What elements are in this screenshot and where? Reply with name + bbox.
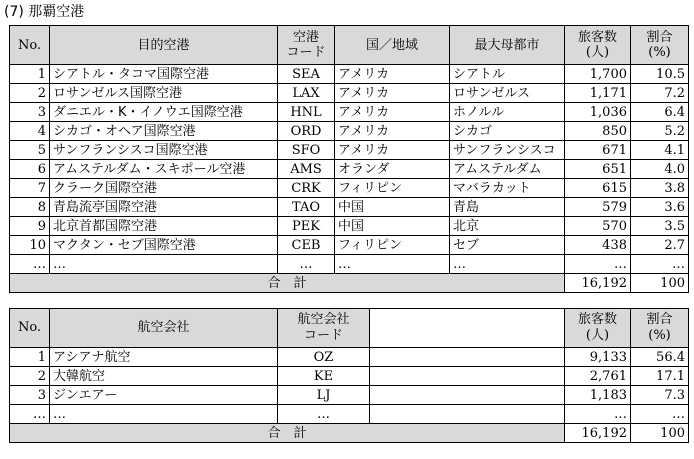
airport-code: … xyxy=(278,255,335,274)
share: … xyxy=(631,405,689,424)
share: 7.2 xyxy=(631,84,689,103)
airport-name: マクタン・セブ国際空港 xyxy=(50,236,278,255)
header-line2: (人) xyxy=(585,328,610,343)
passengers: 438 xyxy=(565,236,631,255)
share: 3.8 xyxy=(631,179,689,198)
share: 56.4 xyxy=(631,348,689,367)
total-label: 合 計 xyxy=(10,274,565,293)
col-header-no: No. xyxy=(10,309,50,348)
passengers: 1,171 xyxy=(565,84,631,103)
airport-name: シカゴ・オヘア国際空港 xyxy=(50,122,278,141)
airport-code: SFO xyxy=(278,141,335,160)
passengers: 1,036 xyxy=(565,103,631,122)
airport-code: CEB xyxy=(278,236,335,255)
passengers: … xyxy=(565,255,631,274)
airport-code: TAO xyxy=(278,198,335,217)
share: 7.3 xyxy=(631,386,689,405)
airport-code: SEA xyxy=(278,65,335,84)
row-no: 3 xyxy=(10,386,50,405)
col-header-share xyxy=(631,309,689,348)
airport-code: PEK xyxy=(278,217,335,236)
airlines-table xyxy=(9,308,689,443)
city: マバラカット xyxy=(450,179,565,198)
row-no: 10 xyxy=(10,236,50,255)
airline-code: LJ xyxy=(278,386,370,405)
airline-code: OZ xyxy=(278,348,370,367)
airport-code: CRK xyxy=(278,179,335,198)
header-line2: コード xyxy=(286,45,326,60)
country: アメリカ xyxy=(335,84,450,103)
airline-code: KE xyxy=(278,367,370,386)
share: 2.7 xyxy=(631,236,689,255)
airport-name: ダニエル・K・イノウエ国際空港 xyxy=(50,103,278,122)
table-body xyxy=(10,348,689,424)
total-label: 合 計 xyxy=(10,424,565,443)
col-header-share xyxy=(631,26,689,65)
table-row xyxy=(10,103,689,122)
country: … xyxy=(335,255,450,274)
airport-name: クラーク国際空港 xyxy=(50,179,278,198)
table-row xyxy=(10,405,689,424)
col-header-country: 国／地域 xyxy=(335,26,450,65)
airline-code: … xyxy=(278,405,370,424)
airline-name: アシアナ航空 xyxy=(50,348,278,367)
airline-name: 大韓航空 xyxy=(50,367,278,386)
row-no: … xyxy=(10,255,50,274)
row-no: 9 xyxy=(10,217,50,236)
header-line1: 旅客数 xyxy=(577,30,617,45)
blank-cell xyxy=(370,386,565,405)
share: 17.1 xyxy=(631,367,689,386)
share: … xyxy=(631,255,689,274)
header-line1: 割合 xyxy=(646,312,673,327)
country: 中国 xyxy=(335,198,450,217)
airport-name: サンフランシスコ国際空港 xyxy=(50,141,278,160)
share: 4.0 xyxy=(631,160,689,179)
total-row xyxy=(10,424,689,443)
passengers: 1,183 xyxy=(565,386,631,405)
destination-airports-table xyxy=(9,25,689,293)
table-row xyxy=(10,141,689,160)
passengers: … xyxy=(565,405,631,424)
row-no: 7 xyxy=(10,179,50,198)
passengers: 9,133 xyxy=(565,348,631,367)
total-row xyxy=(10,274,689,293)
col-header-airport-code xyxy=(278,26,335,65)
table-row xyxy=(10,236,689,255)
header-line1: 航空会社 xyxy=(297,312,350,327)
table-body xyxy=(10,65,689,274)
col-header-city: 最大母都市 xyxy=(450,26,565,65)
airport-name: シアトル・タコマ国際空港 xyxy=(50,65,278,84)
table-row xyxy=(10,179,689,198)
share: 3.5 xyxy=(631,217,689,236)
city: サンフランシスコ xyxy=(450,141,565,160)
airline-name: ジンエアー xyxy=(50,386,278,405)
airline-name: … xyxy=(50,405,278,424)
section-title: (7) 那覇空港 xyxy=(4,4,85,20)
airport-name: … xyxy=(50,255,278,274)
table-row xyxy=(10,386,689,405)
row-no: 2 xyxy=(10,367,50,386)
passengers: 1,700 xyxy=(565,65,631,84)
city: シカゴ xyxy=(450,122,565,141)
table-row xyxy=(10,65,689,84)
row-no: 1 xyxy=(10,348,50,367)
col-header-passengers xyxy=(565,309,631,348)
col-header-passengers xyxy=(565,26,631,65)
row-no: 6 xyxy=(10,160,50,179)
country: オランダ xyxy=(335,160,450,179)
table-header-row xyxy=(10,309,689,348)
share: 4.1 xyxy=(631,141,689,160)
blank-cell xyxy=(370,367,565,386)
col-header-airline: 航空会社 xyxy=(50,309,278,348)
header-line2: (%) xyxy=(648,328,671,343)
country: アメリカ xyxy=(335,103,450,122)
share: 5.2 xyxy=(631,122,689,141)
country: 中国 xyxy=(335,217,450,236)
row-no: 5 xyxy=(10,141,50,160)
table-row xyxy=(10,348,689,367)
passengers: 671 xyxy=(565,141,631,160)
share: 3.6 xyxy=(631,198,689,217)
total-passengers: 16,192 xyxy=(565,274,631,293)
country: フィリピン xyxy=(335,236,450,255)
share: 10.5 xyxy=(631,65,689,84)
passengers: 615 xyxy=(565,179,631,198)
city: アムステルダム xyxy=(450,160,565,179)
row-no: 1 xyxy=(10,65,50,84)
passengers: 570 xyxy=(565,217,631,236)
header-line1: 割合 xyxy=(646,30,673,45)
col-header-airport: 目的空港 xyxy=(50,26,278,65)
col-header-airline-code xyxy=(278,309,370,348)
row-no: 2 xyxy=(10,84,50,103)
header-line1: 旅客数 xyxy=(577,312,617,327)
airport-code: AMS xyxy=(278,160,335,179)
col-header-blank xyxy=(370,309,565,348)
table-row xyxy=(10,122,689,141)
total-passengers: 16,192 xyxy=(565,424,631,443)
table-header-row xyxy=(10,26,689,65)
country: フィリピン xyxy=(335,179,450,198)
country: アメリカ xyxy=(335,141,450,160)
city: … xyxy=(450,255,565,274)
passengers: 651 xyxy=(565,160,631,179)
row-no: 4 xyxy=(10,122,50,141)
table-row xyxy=(10,217,689,236)
header-line2: (%) xyxy=(648,45,671,60)
city: 北京 xyxy=(450,217,565,236)
country: アメリカ xyxy=(335,122,450,141)
city: シアトル xyxy=(450,65,565,84)
table-row xyxy=(10,160,689,179)
row-no: … xyxy=(10,405,50,424)
airport-name: 青島流亭国際空港 xyxy=(50,198,278,217)
passengers: 579 xyxy=(565,198,631,217)
passengers: 850 xyxy=(565,122,631,141)
blank-cell xyxy=(370,348,565,367)
total-share: 100 xyxy=(631,424,689,443)
city: ホノルル xyxy=(450,103,565,122)
passengers: 2,761 xyxy=(565,367,631,386)
header-line2: コード xyxy=(303,328,343,343)
city: セブ xyxy=(450,236,565,255)
airport-code: ORD xyxy=(278,122,335,141)
airport-code: LAX xyxy=(278,84,335,103)
table-row xyxy=(10,367,689,386)
share: 6.4 xyxy=(631,103,689,122)
blank-cell xyxy=(370,405,565,424)
header-line2: (人) xyxy=(585,45,610,60)
table-row xyxy=(10,198,689,217)
country: アメリカ xyxy=(335,65,450,84)
airport-name: 北京首都国際空港 xyxy=(50,217,278,236)
row-no: 8 xyxy=(10,198,50,217)
city: 青島 xyxy=(450,198,565,217)
col-header-no: No. xyxy=(10,26,50,65)
row-no: 3 xyxy=(10,103,50,122)
airport-name: ロサンゼルス国際空港 xyxy=(50,84,278,103)
airport-code: HNL xyxy=(278,103,335,122)
table-row xyxy=(10,255,689,274)
header-line1: 空港 xyxy=(292,30,319,45)
table-row xyxy=(10,84,689,103)
airport-name: アムステルダム・スキポール空港 xyxy=(50,160,278,179)
total-share: 100 xyxy=(631,274,689,293)
city: ロサンゼルス xyxy=(450,84,565,103)
